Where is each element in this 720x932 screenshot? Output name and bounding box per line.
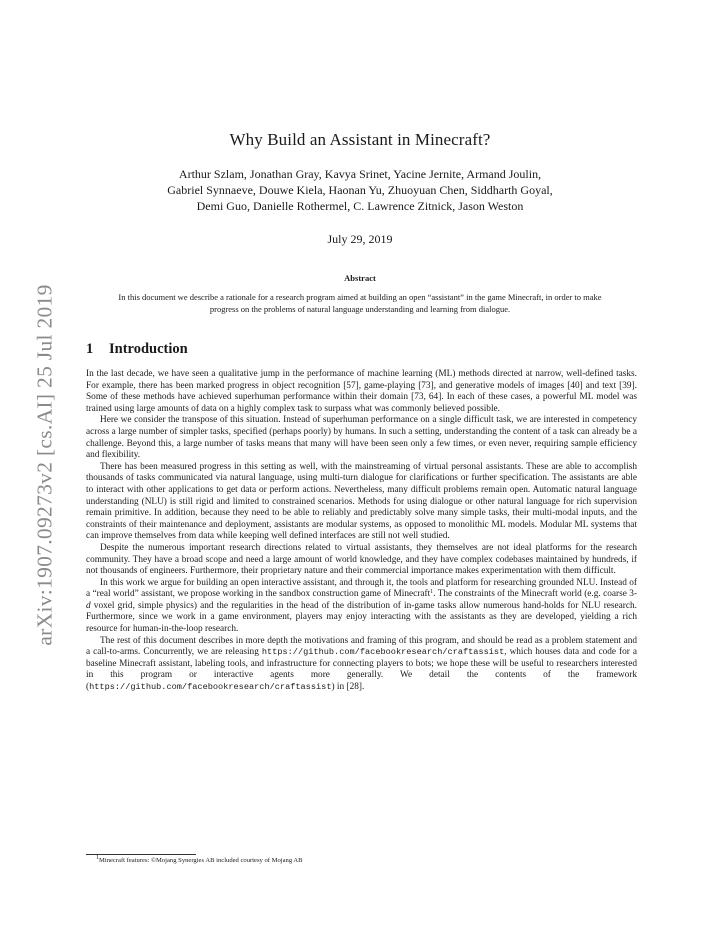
paper-date: July 29, 2019 <box>327 232 393 246</box>
author-line: Gabriel Synnaeve, Douwe Kiela, Haonan Yu, Zhuoyuan Chen, Siddharth Goyal, <box>167 183 553 197</box>
footnote <box>96 857 303 864</box>
abstract-heading: Abstract <box>344 273 376 283</box>
repo-link[interactable]: https://github.com/facebookresearch/craftassist <box>89 682 332 693</box>
paragraph-text: In this work we argue for building an open interactive assistant, and through it, the tools and platform for researching grounded NLU. Instead of a “real world” assistant, we propose working in the sandbox construction game of Minecraft <box>86 577 637 600</box>
footnote-number: 1 <box>96 855 99 861</box>
section-number: 1 <box>86 341 94 357</box>
paragraph <box>86 578 637 636</box>
author-line: Arthur Szlam, Jonathan Gray, Kavya Srinet, Yacine Jernite, Armand Joulin, <box>178 167 542 181</box>
paragraph-text: voxel grid, simple physics) and the regularities in the head of the distribution of in-game tasks allow numerous hand-holds for NLU research. Furthermore, since we work in a game environment, players may enjoy interacting with the assistants as they are developed, yielding a rich resource for human-in-the-loop research. <box>86 600 637 635</box>
paragraph-text: . The constraints of the Minecraft world (e.g. coarse 3- <box>433 589 637 600</box>
author-line: Demi Guo, Danielle Rothermel, C. Lawrence Zitnick, Jason Weston <box>196 199 524 213</box>
paragraph-text: , which houses data and code for a baseline Minecraft assistant, labeling tools, and infrastructure for connecting players to bots; we hope these will be useful to researchers interested in this program or interactive agents more generally. We detail the contents of the framework ( <box>86 647 637 693</box>
paragraph: In the last decade, we have seen a qualitative jump in the performance of machine learning (ML) methods directed at narrow, well-defined tasks. For example, there has been marked progress in object recognition [57], game-playing [73], and generative models of images [40] and text [39]. Some of these methods have achieved superhuman performance within their domain [73, 64]. In each of these cases, a powerful ML model was trained using large amounts of data on a highly complex task to surpass what was commonly believed possible. <box>86 369 637 414</box>
footnote-divider <box>86 854 196 855</box>
paragraph: Here we consider the transpose of this situation. Instead of superhuman performance on a single difficult task, we are interested in competency across a large number of simpler tasks, specified (perhaps poorly) by humans. In such a setting, understanding the content of a task can already be a challenge. Beyond this, a large number of tasks means that many will have been seen only a few times, or even never, requiring sample efficiency and flexibility. <box>86 415 637 461</box>
math-variable: d <box>86 600 91 611</box>
footnote-text: Minecraft features: ©Mojang Synergies AB included courtesy of Mojang AB <box>99 857 303 864</box>
paragraph <box>86 636 637 694</box>
section-title: Introduction <box>109 341 188 357</box>
abstract-text: In this document we describe a rationale for a research program aimed at building an open “assistant” in the game Minecraft, in order to make progress on the problems of natural language understanding and learning from dialogue. <box>118 292 602 314</box>
arxiv-stamp: arXiv:1907.09273v2 [cs.AI] 25 Jul 2019 <box>32 284 57 646</box>
section-body <box>86 369 637 694</box>
paragraph: Despite the numerous important research directions related to virtual assistants, they themselves are not ideal platforms for the research community. They have a broad scope and need a large amount of world knowledge, and they have complex codebases maintained by hundreds, if not thousands of engineers. Furthermore, their proprietary nature and their commercial importance makes experimentation with them difficult. <box>86 542 637 577</box>
paper-title: Why Build an Assistant in Minecraft? <box>229 130 491 149</box>
author-list <box>110 166 610 214</box>
footnote-marker[interactable]: 1 <box>430 589 434 596</box>
paragraph: There has been measured progress in this setting as well, with the mainstreaming of virtual personal assistants. These are able to accomplish thousands of tasks communicated via natural language, using multi-turn dialogue for clarifications or further specification. The assistants are able to interact with other applications to get data or perform actions. Nevertheless, many difficult problems remain open. Automatic natural language understanding (NLU) is still rigid and limited to constrained scenarios. Methods for using dialogue or other natural language for rich supervision remain primitive. In addition, because they need to be able to reliably and predictably solve many simple tasks, their multi-modal inputs, and the constraints of their maintenance and deployment, assistants are modular systems, as opposed to monolithic ML models. Modular ML systems that can improve themselves from data while keeping well defined interfaces are still not well studied. <box>86 461 637 542</box>
paragraph-text: ) in [28]. <box>331 682 365 693</box>
repo-link[interactable]: https://github.com/facebookresearch/craftassist <box>261 647 505 658</box>
paragraph-text: The rest of this document describes in more depth the motivations and framing of this program, and should be read as a problem statement and a call-to-arms. Concurrently, we are releasing <box>86 635 637 658</box>
section-heading <box>86 341 188 358</box>
